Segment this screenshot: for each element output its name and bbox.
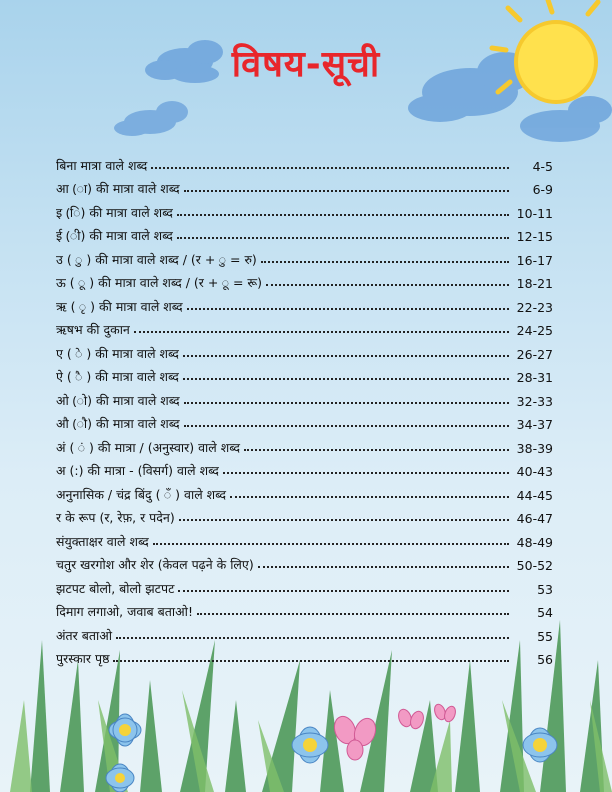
flower-icon: [292, 727, 328, 763]
toc-entry-label: ओ (ो) की मात्रा वाले शब्द: [56, 392, 180, 408]
toc-entry-label: ऊ ( ू ) की मात्रा वाले शब्द / (र + ू = रू): [56, 275, 263, 290]
butterfly-icon: [396, 707, 425, 730]
toc-entry-label: झटपट बोलो, बोलो झटपट: [56, 580, 175, 596]
toc-entry-page: 44-45: [516, 487, 553, 503]
toc-leader-dots: [178, 589, 509, 592]
toc-entry: [56, 503, 553, 527]
toc-leader-dots: [113, 659, 509, 662]
toc-leader-dots: [184, 424, 509, 427]
toc-entry-label: ऋषभ की दुकान: [56, 322, 130, 337]
toc-entry-label: अ (:) की मात्रा - (विसर्ग) वाले शब्द: [56, 463, 219, 478]
toc-entry: [56, 362, 553, 386]
toc-entry-page: 4-5: [532, 158, 553, 174]
toc-entry-label: र के रूप (र, रेफ़, र पदेन): [56, 510, 175, 525]
toc-entry-page: 56: [537, 652, 553, 667]
toc-entry: [56, 291, 553, 315]
toc-entry: [56, 620, 553, 644]
toc-entry: [56, 597, 553, 621]
toc-entry-page: 18-21: [516, 276, 553, 291]
table-of-contents: [56, 150, 553, 667]
toc-entry: [56, 338, 553, 362]
toc-entry-page: 24-25: [516, 323, 553, 338]
toc-leader-dots: [244, 448, 509, 451]
toc-leader-dots: [223, 471, 509, 474]
toc-entry-page: 22-23: [516, 299, 553, 315]
toc-entry-label: बिना मात्रा वाले शब्द: [56, 157, 148, 173]
toc-entry-page: 40-43: [516, 464, 553, 479]
toc-entry-label: अं ( ं ) की मात्रा / (अनुस्वार) वाले शब्द: [56, 439, 241, 455]
toc-entry-page: 32-33: [516, 393, 553, 409]
toc-leader-dots: [197, 612, 509, 615]
toc-leader-dots: [153, 542, 509, 545]
toc-entry-page: 55: [537, 628, 553, 644]
toc-leader-dots: [187, 307, 509, 310]
toc-entry-label: अनुनासिक / चंद्र बिंदु ( ँ ) वाले शब्द: [56, 486, 226, 502]
toc-leader-dots: [261, 260, 509, 263]
toc-entry: [56, 315, 553, 339]
toc-leader-dots: [258, 565, 509, 568]
toc-leader-dots: [134, 330, 509, 333]
toc-entry-page: 50-52: [516, 558, 553, 573]
toc-leader-dots: [184, 401, 509, 404]
toc-entry: [56, 409, 553, 433]
toc-entry-label: संयुक्ताक्षर वाले शब्द: [56, 533, 149, 549]
toc-entry-label: इ (ि) की मात्रा वाले शब्द: [56, 204, 173, 220]
toc-entry: [56, 573, 553, 597]
toc-entry-page: 54: [537, 605, 553, 620]
toc-entry-label: अंतर बताओ: [56, 627, 113, 643]
toc-entry-label: ऋ ( ृ ) की मात्रा वाले शब्द: [56, 298, 183, 314]
toc-entry: [56, 526, 553, 550]
toc-entry: [56, 479, 553, 503]
toc-entry: [56, 221, 553, 245]
toc-leader-dots: [183, 377, 509, 380]
toc-entry: [56, 150, 553, 174]
page-title: विषय-सूची: [231, 44, 381, 85]
toc-entry: [56, 197, 553, 221]
toc-entry-label: आ (ा) की मात्रा वाले शब्द: [56, 181, 180, 196]
toc-entry-label: ए ( े ) की मात्रा वाले शब्द: [56, 345, 179, 361]
toc-entry-page: 48-49: [516, 534, 553, 550]
toc-entry-label: पुरस्कार पृष्ठ: [56, 651, 110, 666]
toc-entry-page: 10-11: [516, 205, 553, 221]
toc-leader-dots: [177, 236, 509, 239]
toc-entry: [56, 174, 553, 198]
toc-entry-page: 34-37: [516, 417, 553, 432]
toc-entry: [56, 644, 553, 668]
toc-entry: [56, 244, 553, 268]
toc-leader-dots: [177, 213, 509, 216]
butterfly-icon: [433, 703, 458, 723]
toc-leader-dots: [151, 166, 509, 169]
toc-entry-label: ई (ी) की मात्रा वाले शब्द: [56, 228, 173, 243]
toc-entry: [56, 456, 553, 480]
toc-entry-page: 38-39: [516, 440, 553, 456]
toc-entry-page: 46-47: [516, 511, 553, 526]
toc-leader-dots: [179, 518, 509, 521]
toc-entry-label: औ (ौ) की मात्रा वाले शब्द: [56, 416, 180, 431]
toc-entry: [56, 432, 553, 456]
cloud-icon: [114, 101, 188, 136]
toc-leader-dots: [230, 495, 509, 498]
toc-entry-page: 28-31: [516, 370, 553, 385]
toc-entry-page: 12-15: [516, 229, 553, 244]
toc-leader-dots: [266, 283, 509, 286]
toc-entry-label: उ ( ु ) की मात्रा वाले शब्द / (र + ु = रु): [56, 251, 257, 267]
toc-entry-page: 16-17: [516, 252, 553, 268]
toc-entry-label: चतुर खरगोश और शेर (केवल पढ़ने के लिए): [56, 557, 254, 572]
toc-entry-page: 53: [537, 581, 553, 597]
toc-entry-page: 6-9: [532, 182, 553, 197]
toc-entry: [56, 268, 553, 292]
toc-leader-dots: [184, 189, 509, 192]
toc-entry-label: ऐ ( ै ) की मात्रा वाले शब्द: [56, 369, 179, 384]
toc-entry: [56, 550, 553, 574]
toc-leader-dots: [116, 636, 509, 639]
toc-entry-label: दिमाग लगाओ, जवाब बताओ!: [56, 604, 193, 619]
toc-entry: [56, 385, 553, 409]
toc-leader-dots: [183, 354, 509, 357]
toc-entry-page: 26-27: [516, 346, 553, 362]
